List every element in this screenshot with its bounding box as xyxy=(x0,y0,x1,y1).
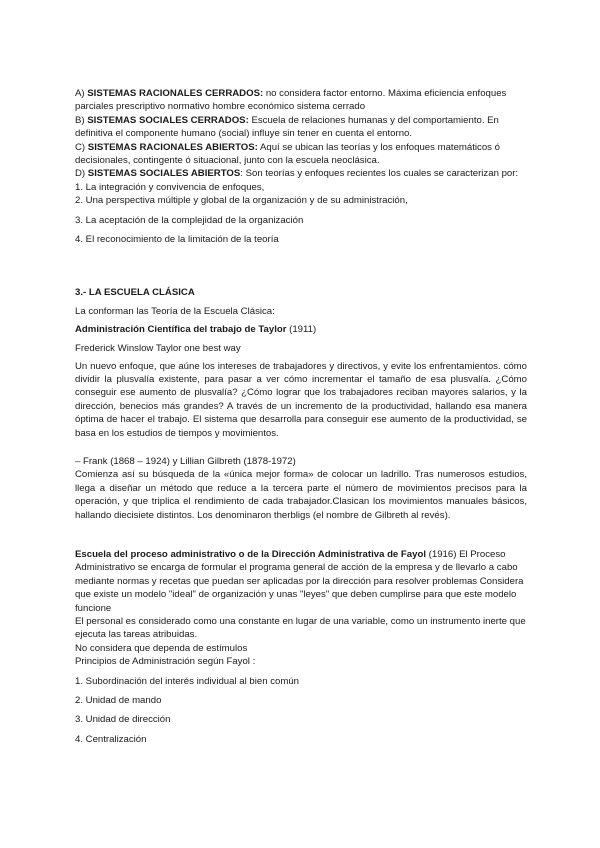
gilbreth-body: Comienza así su búsqueda de la «única mejor forma» de colocar un ladrillo. Tras numerosos estudios, llega a diseñar un método que reduce a la tercera parte el número de movimientos precisos para la operación, y que triplica el rendimiento de cada trabajador.Clasican los movimientos manuales básicos, hallando diecisiete distintos. Los denominaron therbligs (el nombre de Gilbreth al revés). xyxy=(75,469,527,521)
fayol-title: Escuela del proceso administrativo o de la Dirección Administrativa de Fayol xyxy=(75,549,426,560)
fayol-paragraph: El personal es considerado como una constante en lugar de una variable, como un instrumento inerte que ejecuta las tareas atribuidas. xyxy=(75,616,526,641)
system-a: A) SISTEMAS RACIONALES CERRADOS: no considera factor entorno. Máxima eficiencia enfoques parciales prescriptivo normativo hombre económico sistema cerrado xyxy=(75,88,507,113)
open-item: 2. Una perspectiva múltiple y global de la organización y de su administración, xyxy=(75,195,408,207)
taylor-body: Un nuevo enfoque, que aúne los intereses de trabajadores y directivos, y evite los enfrentamientos. cómo dividir la plusvalía existente, para pasar a ver cómo incrementar el tamaño de esa plusvalía. ¿Cómo conseguir ese aumento de plusvalía? ¿Cómo lograr que los trabajadores reciban mayores salarios, y la dirección, benecios más grandes? A través de un incremento de la productividad, hallando esa manera óptima de hacer el trabajo. El sistema que desarrolla para conseguir ese aumento de la productividad, se basa en los estudios de tiempos y movimientos. xyxy=(75,360,527,439)
gilbreth-title: – Frank (1868 – 1924) y Lillian Gilbreth (1878-1972) xyxy=(75,456,296,468)
principles-intro: Principios de Administración según Fayol : xyxy=(75,656,256,668)
fayol-body: (1916) El Proceso Administrativo se encarga de formular el programa general de acción de la empresa y de llevarlo a cabo mediante normas y recetas que puedan ser aplicadas por la dirección para resolver problemas Considera que existe un modelo "ideal" de organización y unas "leyes" que deben cumplirse para que este modelo funcione xyxy=(75,549,524,614)
system-d: D) SISTEMAS SOCIALES ABIERTOS: Son teorías y enfoques recientes los cuales se caracterizan por: 1. La integración y convivencia de enfoques, xyxy=(75,168,519,193)
section-heading: 3.- LA ESCUELA CLÁSICA xyxy=(75,287,195,298)
principle-item: 1. Subordinación del interés individual al bien común xyxy=(75,675,299,687)
principle-item: 4. Centralización xyxy=(75,733,147,745)
principle-item: 2. Unidad de mando xyxy=(75,695,162,707)
fayol-section xyxy=(75,548,527,752)
taylor-title: Administración Científica del trabajo de Taylor xyxy=(75,323,287,335)
section-intro: La conforman las Teoría de la Escuela Clásica: xyxy=(75,306,275,318)
fayol-paragraph: No considera que dependa de estímulos xyxy=(75,642,248,654)
system-c: C) SISTEMAS RACIONALES ABIERTOS: Aquí se ubican las teorías y los enfoques matemáticos ó decisionales, contingente ó situacional, junto con la escuela neoclásica. xyxy=(75,141,500,167)
systems-section xyxy=(75,87,527,252)
taylor-subtitle: Frederick Winslow Taylor one best way xyxy=(75,343,241,355)
classical-school-section xyxy=(75,286,527,522)
system-b: B) SISTEMAS SOCIALES CERRADOS: Escuela de relaciones humanas y del comportamiento. En definitiva el componente humano (social) influye sin tener en cuenta el entorno. xyxy=(75,114,499,140)
open-item: 3. La aceptación de la complejidad de la organización xyxy=(75,214,304,226)
principle-item: 3. Unidad de dirección xyxy=(75,714,171,726)
taylor-year: (1911) xyxy=(286,323,317,335)
open-item: 4. El reconocimiento de la limitación de la teoría xyxy=(75,234,279,246)
